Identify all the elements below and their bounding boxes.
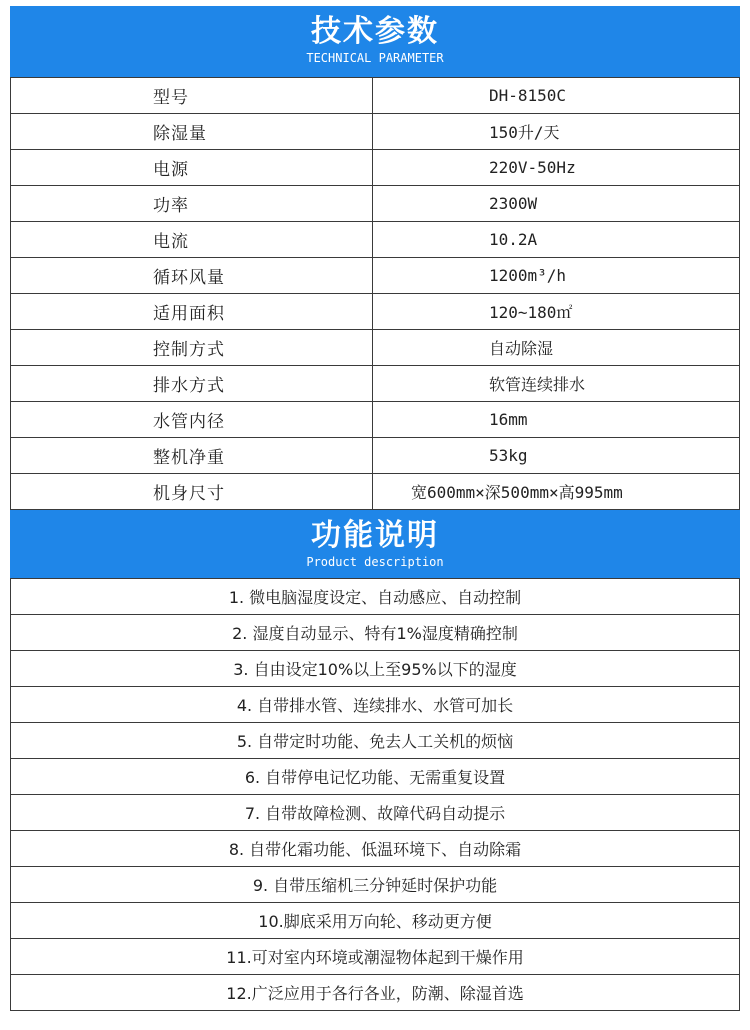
feature-row bbox=[11, 615, 740, 651]
feature-row bbox=[11, 831, 740, 867]
param-label: 电流 bbox=[11, 222, 373, 258]
feature-item: 12.广泛应用于各行各业，防潮、除湿首选 bbox=[11, 975, 740, 1011]
param-value: 120~180㎡ bbox=[373, 294, 740, 330]
param-row bbox=[11, 294, 740, 330]
param-label: 功率 bbox=[11, 186, 373, 222]
feature-item: 7. 自带故障检测、故障代码自动提示 bbox=[11, 795, 740, 831]
feature-row bbox=[11, 867, 740, 903]
feature-row bbox=[11, 795, 740, 831]
param-label: 控制方式 bbox=[11, 330, 373, 366]
param-value: 150升/天 bbox=[373, 114, 740, 150]
param-value: 1200m³/h bbox=[373, 258, 740, 294]
param-value: 16mm bbox=[373, 402, 740, 438]
features-subtitle: Product description bbox=[306, 555, 444, 569]
param-value: 53kg bbox=[373, 438, 740, 474]
params-header bbox=[10, 6, 740, 77]
feature-item: 6. 自带停电记忆功能、无需重复设置 bbox=[11, 759, 740, 795]
feature-item: 9. 自带压缩机三分钟延时保护功能 bbox=[11, 867, 740, 903]
param-row bbox=[11, 474, 740, 510]
feature-row bbox=[11, 651, 740, 687]
param-row bbox=[11, 114, 740, 150]
params-subtitle: TECHNICAL PARAMETER bbox=[306, 51, 444, 65]
param-value: 软管连续排水 bbox=[373, 366, 740, 402]
param-label: 整机净重 bbox=[11, 438, 373, 474]
features-title: 功能说明 bbox=[311, 518, 439, 553]
params-title: 技术参数 bbox=[311, 14, 439, 49]
param-label: 电源 bbox=[11, 150, 373, 186]
feature-row bbox=[11, 903, 740, 939]
feature-item: 5. 自带定时功能、免去人工关机的烦恼 bbox=[11, 723, 740, 759]
param-row bbox=[11, 402, 740, 438]
param-label: 适用面积 bbox=[11, 294, 373, 330]
param-row bbox=[11, 330, 740, 366]
param-label: 循环风量 bbox=[11, 258, 373, 294]
param-label: 机身尺寸 bbox=[11, 474, 373, 510]
feature-row bbox=[11, 975, 740, 1011]
param-label: 型号 bbox=[11, 78, 373, 114]
params-table bbox=[10, 77, 740, 510]
param-row bbox=[11, 78, 740, 114]
param-value: 10.2A bbox=[373, 222, 740, 258]
features-header bbox=[10, 510, 740, 578]
feature-row bbox=[11, 759, 740, 795]
feature-item: 11.可对室内环境或潮湿物体起到干燥作用 bbox=[11, 939, 740, 975]
feature-item: 8. 自带化霜功能、低温环境下、自动除霜 bbox=[11, 831, 740, 867]
param-value: 自动除湿 bbox=[373, 330, 740, 366]
spec-sheet bbox=[10, 6, 740, 1011]
feature-item: 10.脚底采用万向轮、移动更方便 bbox=[11, 903, 740, 939]
param-value: 宽600mm×深500mm×高995mm bbox=[373, 474, 740, 510]
param-label: 排水方式 bbox=[11, 366, 373, 402]
param-value: 2300W bbox=[373, 186, 740, 222]
param-row bbox=[11, 222, 740, 258]
param-row bbox=[11, 186, 740, 222]
param-label: 除湿量 bbox=[11, 114, 373, 150]
param-label: 水管内径 bbox=[11, 402, 373, 438]
param-value: 220V-50Hz bbox=[373, 150, 740, 186]
param-row bbox=[11, 438, 740, 474]
param-row bbox=[11, 150, 740, 186]
features-table bbox=[10, 578, 740, 1011]
param-row bbox=[11, 258, 740, 294]
feature-item: 1. 微电脑湿度设定、自动感应、自动控制 bbox=[11, 579, 740, 615]
feature-row bbox=[11, 723, 740, 759]
feature-item: 3. 自由设定10%以上至95%以下的湿度 bbox=[11, 651, 740, 687]
feature-item: 2. 湿度自动显示、特有1%湿度精确控制 bbox=[11, 615, 740, 651]
param-row bbox=[11, 366, 740, 402]
feature-row bbox=[11, 939, 740, 975]
feature-row bbox=[11, 687, 740, 723]
feature-row bbox=[11, 579, 740, 615]
feature-item: 4. 自带排水管、连续排水、水管可加长 bbox=[11, 687, 740, 723]
param-value: DH-8150C bbox=[373, 78, 740, 114]
